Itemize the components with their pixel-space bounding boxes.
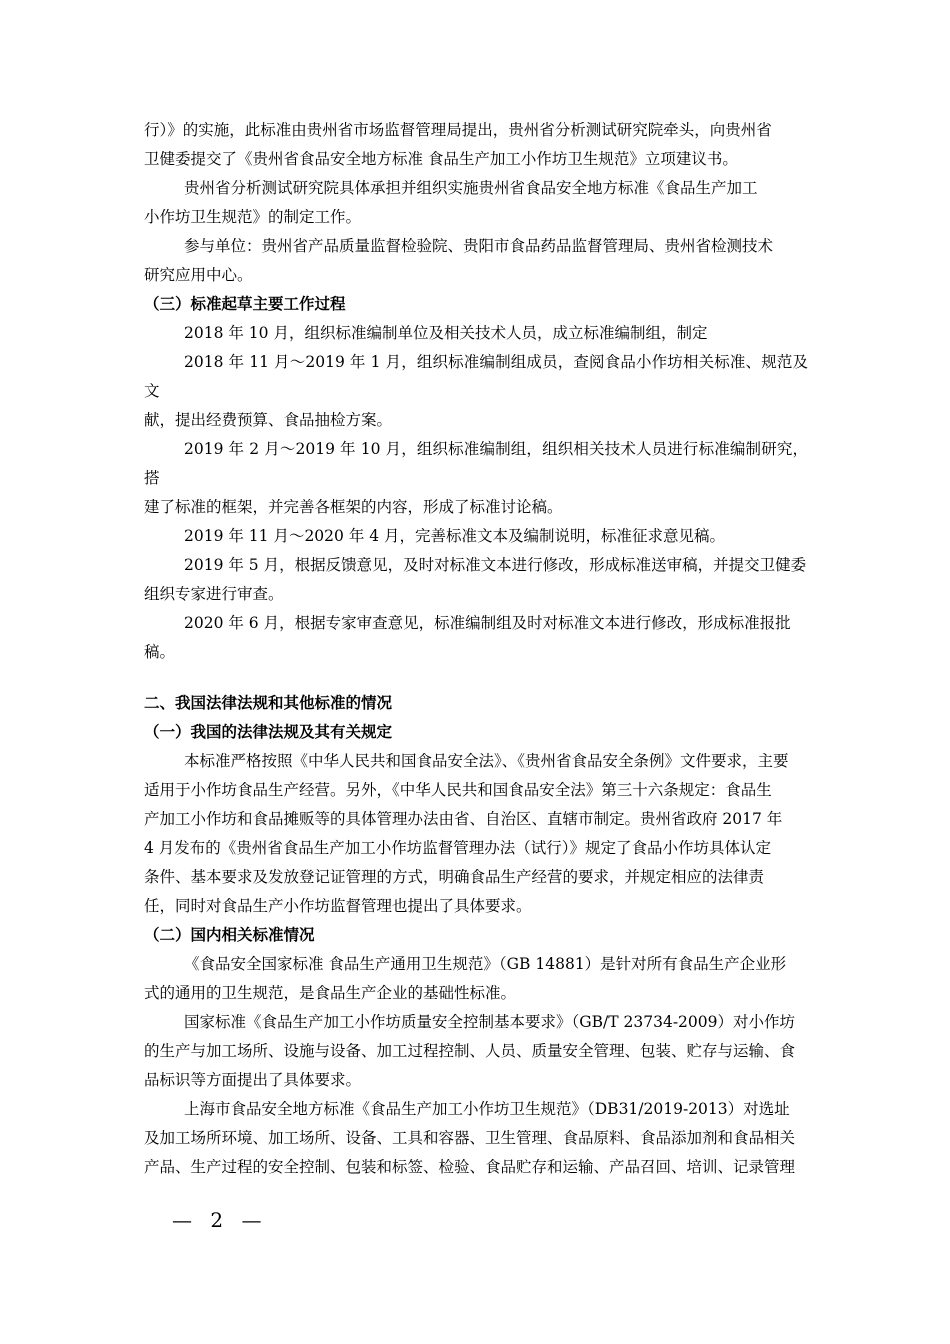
section-heading-domestic-standards: （二）国内相关标准情况	[144, 926, 315, 944]
page-number: — 2 —	[172, 1208, 268, 1232]
text-line: 行）》的实施，此标准由贵州省市场监督管理局提出，贵州省分析测试研究院牵头，向贵州省	[144, 121, 772, 139]
text-line: 2019 年 11 月～2020 年 4 月，完善标准文本及编制说明，标准征求意见稿。	[184, 527, 726, 545]
text-line: 式的通用的卫生规范，是食品生产企业的基础性标准。	[144, 984, 517, 1002]
paragraph-undertaker	[144, 174, 808, 232]
text-line: 献，提出经费预算、食品抽检方案。	[144, 411, 393, 429]
text-line: 2018 年 11 月～2019 年 1 月，组织标准编制组成员，查阅食品小作坊相关标准、规范及文	[144, 353, 808, 400]
paragraph-participants	[144, 232, 808, 290]
text-line: 《食品安全国家标准 食品生产通用卫生规范》（GB 14881）是针对所有食品生产企业形	[184, 955, 787, 973]
timeline-item	[144, 348, 808, 435]
text-line: 卫健委提交了《贵州省食品安全地方标准 食品生产加工小作坊卫生规范》立项建议书。	[144, 150, 738, 168]
text-line: 上海市食品安全地方标准《食品生产加工小作坊卫生规范》（DB31/2019-2013）对选址	[184, 1100, 790, 1118]
section-heading-laws: （一）我国的法律法规及其有关规定	[144, 723, 393, 741]
paragraph-gb14881	[144, 950, 808, 1008]
text-line: 参与单位：贵州省产品质量监督检验院、贵阳市食品药品监督管理局、贵州省检测技术	[184, 237, 774, 255]
text-line: 稿。	[144, 643, 176, 661]
chapter-heading-laws-standards: 二、我国法律法规和其他标准的情况	[144, 694, 393, 712]
text-line: 产品、生产过程的安全控制、包装和标签、检验、食品贮存和运输、产品召回、培训、记录管理	[144, 1158, 796, 1176]
text-line: 贵州省分析测试研究院具体承担并组织实施贵州省食品安全地方标准《食品生产加工	[184, 179, 758, 197]
timeline-item	[144, 319, 808, 348]
text-line: 的生产与加工场所、设施与设备、加工过程控制、人员、质量安全管理、包装、贮存与运输、食	[144, 1042, 796, 1060]
timeline-item	[144, 522, 808, 551]
text-line: 适用于小作坊食品生产经营。另外，《中华人民共和国食品安全法》第三十六条规定：食品生	[144, 781, 772, 799]
text-line: 组织专家进行审查。	[144, 585, 284, 603]
timeline-item	[144, 435, 808, 522]
text-line: 2019 年 2 月～2019 年 10 月，组织标准编制组，组织相关技术人员进行标准编制研究，搭	[144, 440, 808, 487]
section-heading-drafting-process: （三）标准起草主要工作过程	[144, 295, 346, 313]
text-line: 2019 年 5 月，根据反馈意见，及时对标准文本进行修改，形成标准送审稿，并提交卫健委	[184, 556, 807, 574]
document-body	[144, 116, 808, 1182]
text-line: 2020 年 6 月，根据专家审查意见，标准编制组及时对标准文本进行修改，形成标准报批	[184, 614, 791, 632]
text-line: 任，同时对食品生产小作坊监督管理也提出了具体要求。	[144, 897, 532, 915]
text-line: 条件、基本要求及发放登记证管理的方式，明确食品生产经营的要求，并规定相应的法律责	[144, 868, 765, 886]
paragraph-gbt23734	[144, 1008, 808, 1095]
paragraph-intro-continuation	[144, 116, 808, 174]
text-line: 本标准严格按照《中华人民共和国食品安全法》、《贵州省食品安全条例》文件要求，主要	[184, 752, 789, 770]
timeline-item	[144, 609, 808, 667]
paragraph-laws	[144, 747, 808, 921]
text-line: 及加工场所环境、加工场所、设备、工具和容器、卫生管理、食品原料、食品添加剂和食品相关	[144, 1129, 796, 1147]
text-line: 建了标准的框架，并完善各框架的内容，形成了标准讨论稿。	[144, 498, 563, 516]
section-spacer	[144, 667, 808, 689]
text-line: 小作坊卫生规范》的制定工作。	[144, 208, 362, 226]
text-line: 国家标准《食品生产加工小作坊质量安全控制基本要求》（GB/T 23734-2009）对小作坊	[184, 1013, 796, 1031]
timeline-item	[144, 551, 808, 609]
text-line: 产加工小作坊和食品摊贩等的具体管理办法由省、自治区、直辖市制定。贵州省政府 2017 年	[144, 810, 783, 828]
paragraph-db31	[144, 1095, 808, 1182]
text-line: 4 月发布的《贵州省食品生产加工小作坊监督管理办法（试行）》规定了食品小作坊具体认定	[144, 839, 772, 857]
text-line: 品标识等方面提出了具体要求。	[144, 1071, 362, 1089]
text-line: 研究应用中心。	[144, 266, 253, 284]
text-line: 2018 年 10 月，组织标准编制单位及相关技术人员，成立标准编制组，制定	[184, 324, 708, 342]
